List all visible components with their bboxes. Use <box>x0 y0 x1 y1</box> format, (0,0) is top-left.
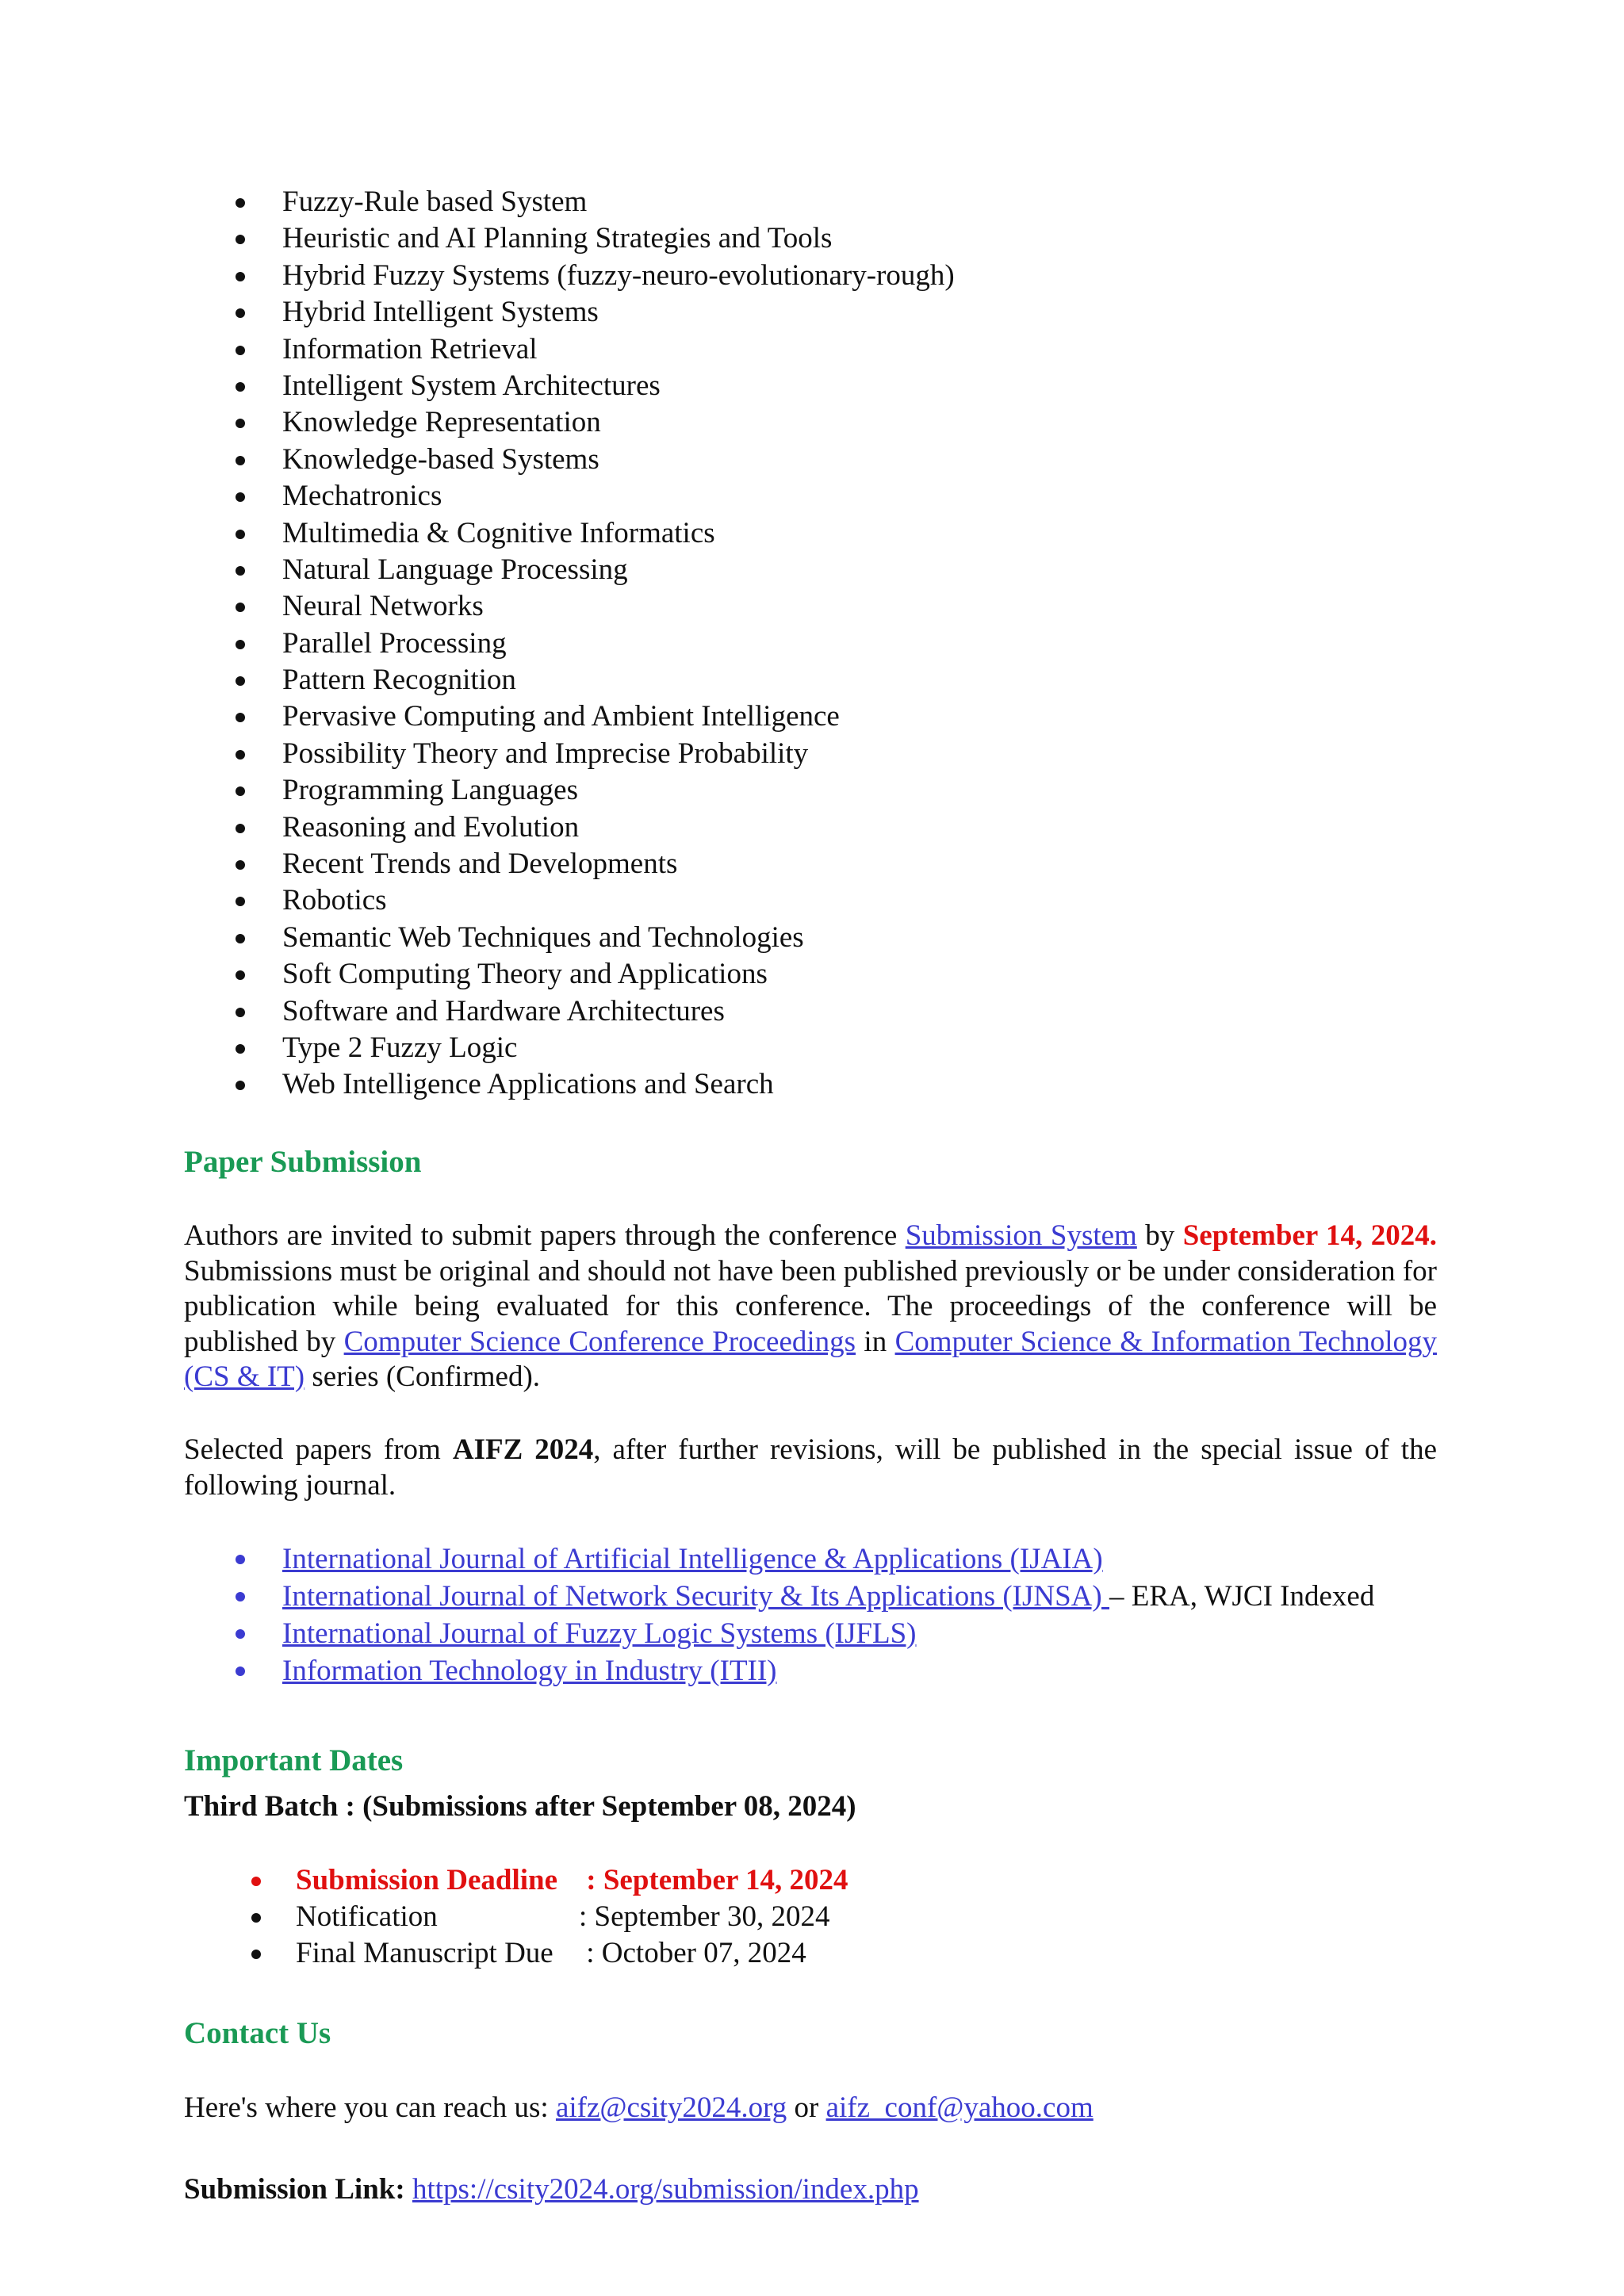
date-value: : September 30, 2024 <box>579 1900 830 1933</box>
journal-link[interactable]: International Journal of Fuzzy Logic Systems (IJFLS) <box>282 1617 917 1650</box>
submission-deadline-text: September 14, 2024. <box>1182 1219 1437 1252</box>
text-run: , after further revisions, will be published in the special issue of the following journal. <box>184 1433 1437 1502</box>
topic-text: Parallel Processing <box>282 626 507 660</box>
contact-line <box>184 2090 1094 2126</box>
bullet-icon <box>236 640 245 649</box>
bullet-icon <box>236 492 245 502</box>
bullet-icon <box>236 1667 245 1676</box>
contact-heading: Contact Us <box>184 2016 331 2050</box>
date-label: Submission Deadline <box>296 1864 558 1896</box>
text-run: Selected papers from <box>184 1433 453 1466</box>
topic-text: Pervasive Computing and Ambient Intelligence <box>282 700 840 733</box>
bullet-icon <box>236 750 245 760</box>
journal-link[interactable]: International Journal of Network Security & Its Applications (IJNSA) <box>282 1580 1109 1613</box>
topic-text: Knowledge Representation <box>282 406 601 439</box>
bullet-icon <box>236 382 245 392</box>
submission-link-line <box>184 2172 919 2208</box>
bullet-icon <box>251 1877 261 1886</box>
bullet-icon <box>236 713 245 722</box>
topic-text: Web Intelligence Applications and Search <box>282 1068 774 1101</box>
batch-label: Third Batch : (Submissions after September 08, 2024) <box>184 1790 856 1823</box>
submission-link-label: Submission Link: <box>184 2173 405 2206</box>
cscp-link[interactable]: Computer Science Conference Proceedings <box>343 1325 856 1358</box>
bullet-icon <box>251 1950 261 1959</box>
bullet-icon <box>236 456 245 465</box>
journal-link[interactable]: International Journal of Artificial Intelligence & Applications (IJAIA) <box>282 1543 1103 1575</box>
bullet-icon <box>236 530 245 539</box>
topic-text: Possibility Theory and Imprecise Probability <box>282 737 809 770</box>
csit-link[interactable]: Computer Science & Information Technology (CS & IT) <box>184 1325 1438 1393</box>
bullet-icon <box>236 1629 245 1639</box>
bullet-icon <box>236 897 245 906</box>
text-run: Here's where you can reach us: <box>184 2091 556 2124</box>
date-label: Notification <box>296 1900 438 1933</box>
topic-text: Multimedia & Cognitive Informatics <box>282 516 715 549</box>
date-entry <box>296 1862 848 1899</box>
text-run: in <box>856 1325 895 1358</box>
topic-text: Fuzzy-Rule based System <box>282 186 588 218</box>
text-run: series (Confirmed). <box>304 1360 541 1393</box>
bullet-icon <box>236 198 245 208</box>
topic-text: Robotics <box>282 884 387 917</box>
date-value: : September 14, 2024 <box>579 1864 848 1896</box>
journal-entry <box>282 1540 1103 1578</box>
date-entry <box>296 1935 806 1972</box>
bullet-icon <box>236 676 245 686</box>
bullet-icon <box>236 1081 245 1090</box>
topic-text: Reasoning and Evolution <box>282 810 580 844</box>
bullet-icon <box>236 346 245 355</box>
bullet-icon <box>251 1913 261 1923</box>
topic-text: Semantic Web Techniques and Technologies <box>282 920 804 954</box>
paper-submission-heading: Paper Submission <box>184 1145 422 1179</box>
bullet-icon <box>236 1044 245 1054</box>
date-label: Final Manuscript Due <box>296 1937 553 1969</box>
topic-text: Information Retrieval <box>282 332 538 365</box>
text-run: Authors are invited to submit papers through the conference <box>184 1219 906 1252</box>
journal-suffix: – ERA, WJCI Indexed <box>1109 1580 1375 1613</box>
submission-url-link[interactable]: https://csity2024.org/submission/index.php <box>412 2173 919 2206</box>
bullet-icon <box>236 786 245 796</box>
bullet-icon <box>236 566 245 576</box>
email-link-secondary[interactable]: aifz_conf@yahoo.com <box>825 2091 1094 2124</box>
bullet-icon <box>236 970 245 980</box>
topic-text: Hybrid Fuzzy Systems (fuzzy-neuro-evolutionary-rough) <box>282 258 955 292</box>
bullet-icon <box>236 1592 245 1601</box>
text-run: by <box>1136 1219 1183 1252</box>
bullet-icon <box>236 1555 245 1564</box>
bullet-icon <box>236 235 245 244</box>
topic-text: Intelligent System Architectures <box>282 369 661 402</box>
bullet-icon <box>236 934 245 943</box>
submission-paragraph <box>184 1219 1437 1395</box>
journal-entry <box>282 1652 777 1689</box>
conference-name: AIFZ 2024 <box>452 1433 594 1466</box>
topic-text: Recent Trends and Developments <box>282 848 678 881</box>
bullet-icon <box>236 308 245 318</box>
text-run: Submissions must be original and should not have been published previously or be under consideration for publication while being evaluated for this conference. The proceedings of the conference will be published by <box>184 1254 1437 1358</box>
topic-text: Type 2 Fuzzy Logic <box>282 1031 518 1064</box>
topic-text: Pattern Recognition <box>282 664 516 697</box>
journal-entry <box>282 1578 1374 1615</box>
topic-text: Natural Language Processing <box>282 553 628 586</box>
bullet-icon <box>236 603 245 612</box>
journal-entry <box>282 1615 916 1652</box>
topic-text: Programming Languages <box>282 774 578 807</box>
topic-text: Knowledge-based Systems <box>282 442 599 476</box>
journal-link[interactable]: Information Technology in Industry (ITII) <box>282 1655 777 1687</box>
bullet-icon <box>236 824 245 833</box>
text-run: or <box>787 2091 826 2124</box>
topic-text: Mechatronics <box>282 480 442 513</box>
topic-text: Hybrid Intelligent Systems <box>282 296 599 329</box>
topic-text: Software and Hardware Architectures <box>282 994 725 1027</box>
date-value: : October 07, 2024 <box>579 1937 806 1969</box>
topic-text: Neural Networks <box>282 590 484 623</box>
submission-system-link[interactable]: Submission System <box>905 1219 1137 1252</box>
email-link-primary[interactable]: aifz@csity2024.org <box>555 2091 787 2124</box>
selected-papers-paragraph <box>184 1433 1437 1503</box>
date-entry <box>296 1899 830 1935</box>
bullet-icon <box>236 1008 245 1017</box>
important-dates-heading: Important Dates <box>184 1743 404 1777</box>
topic-text: Heuristic and AI Planning Strategies and Tools <box>282 222 833 255</box>
bullet-icon <box>236 272 245 281</box>
topic-text: Soft Computing Theory and Applications <box>282 958 768 991</box>
bullet-icon <box>236 419 245 428</box>
bullet-icon <box>236 860 245 870</box>
